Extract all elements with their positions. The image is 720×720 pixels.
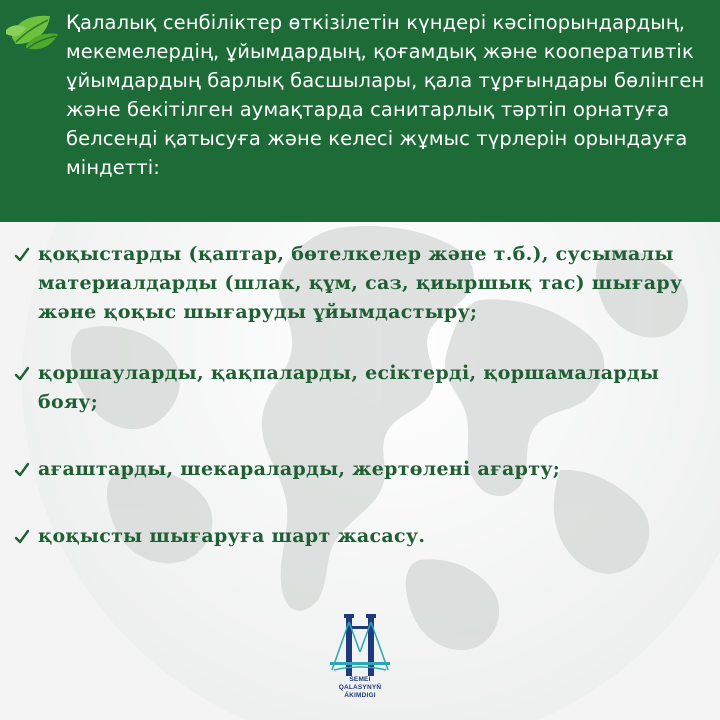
logo-caption bbox=[320, 676, 400, 700]
header-banner bbox=[0, 0, 720, 222]
duties-list bbox=[14, 240, 714, 551]
list-item-text: қоршауларды, қақпаларды, есіктерді, қоршамаларды бояу; bbox=[38, 362, 660, 413]
logo-line: SEMEI bbox=[349, 676, 371, 683]
check-icon bbox=[14, 247, 30, 263]
list-item bbox=[14, 359, 714, 417]
check-icon bbox=[14, 529, 30, 545]
list-item bbox=[14, 522, 714, 551]
logo-line: QALASYNYŃ bbox=[338, 684, 382, 691]
logo-line: ÁKIMDIGI bbox=[344, 692, 376, 699]
leaf-icon bbox=[4, 8, 64, 56]
check-icon bbox=[14, 366, 30, 382]
list-item bbox=[14, 240, 714, 327]
list-item-text: ағаштарды, шекараларды, жертөлені ағарту; bbox=[38, 458, 561, 480]
check-icon bbox=[14, 462, 30, 478]
list-item-text: қоқысты шығаруға шарт жасасу. bbox=[38, 525, 426, 547]
list-item-text: қоқыстарды (қаптар, бөтелкелер және т.б.), сусымалы материалдарды (шлак, құм, саз, қиыршық тас) шығару және қоқыс шығаруды ұйымдастыру; bbox=[38, 243, 683, 323]
list-item bbox=[14, 455, 714, 484]
header-paragraph: Қалалық сенбіліктер өткізілетін күндері кәсіпорындардың, мекемелердің, ұйымдардың, қоғамдық және кооперативтік ұйымдардың барлық басшылары, қала тұрғындары бөлінген және бекітілген аумақтарда санитарлық тәртіп орнатуға белсенді қатысуға және келесі жұмыс түрлерін орындауға міндетті: bbox=[66, 11, 705, 179]
